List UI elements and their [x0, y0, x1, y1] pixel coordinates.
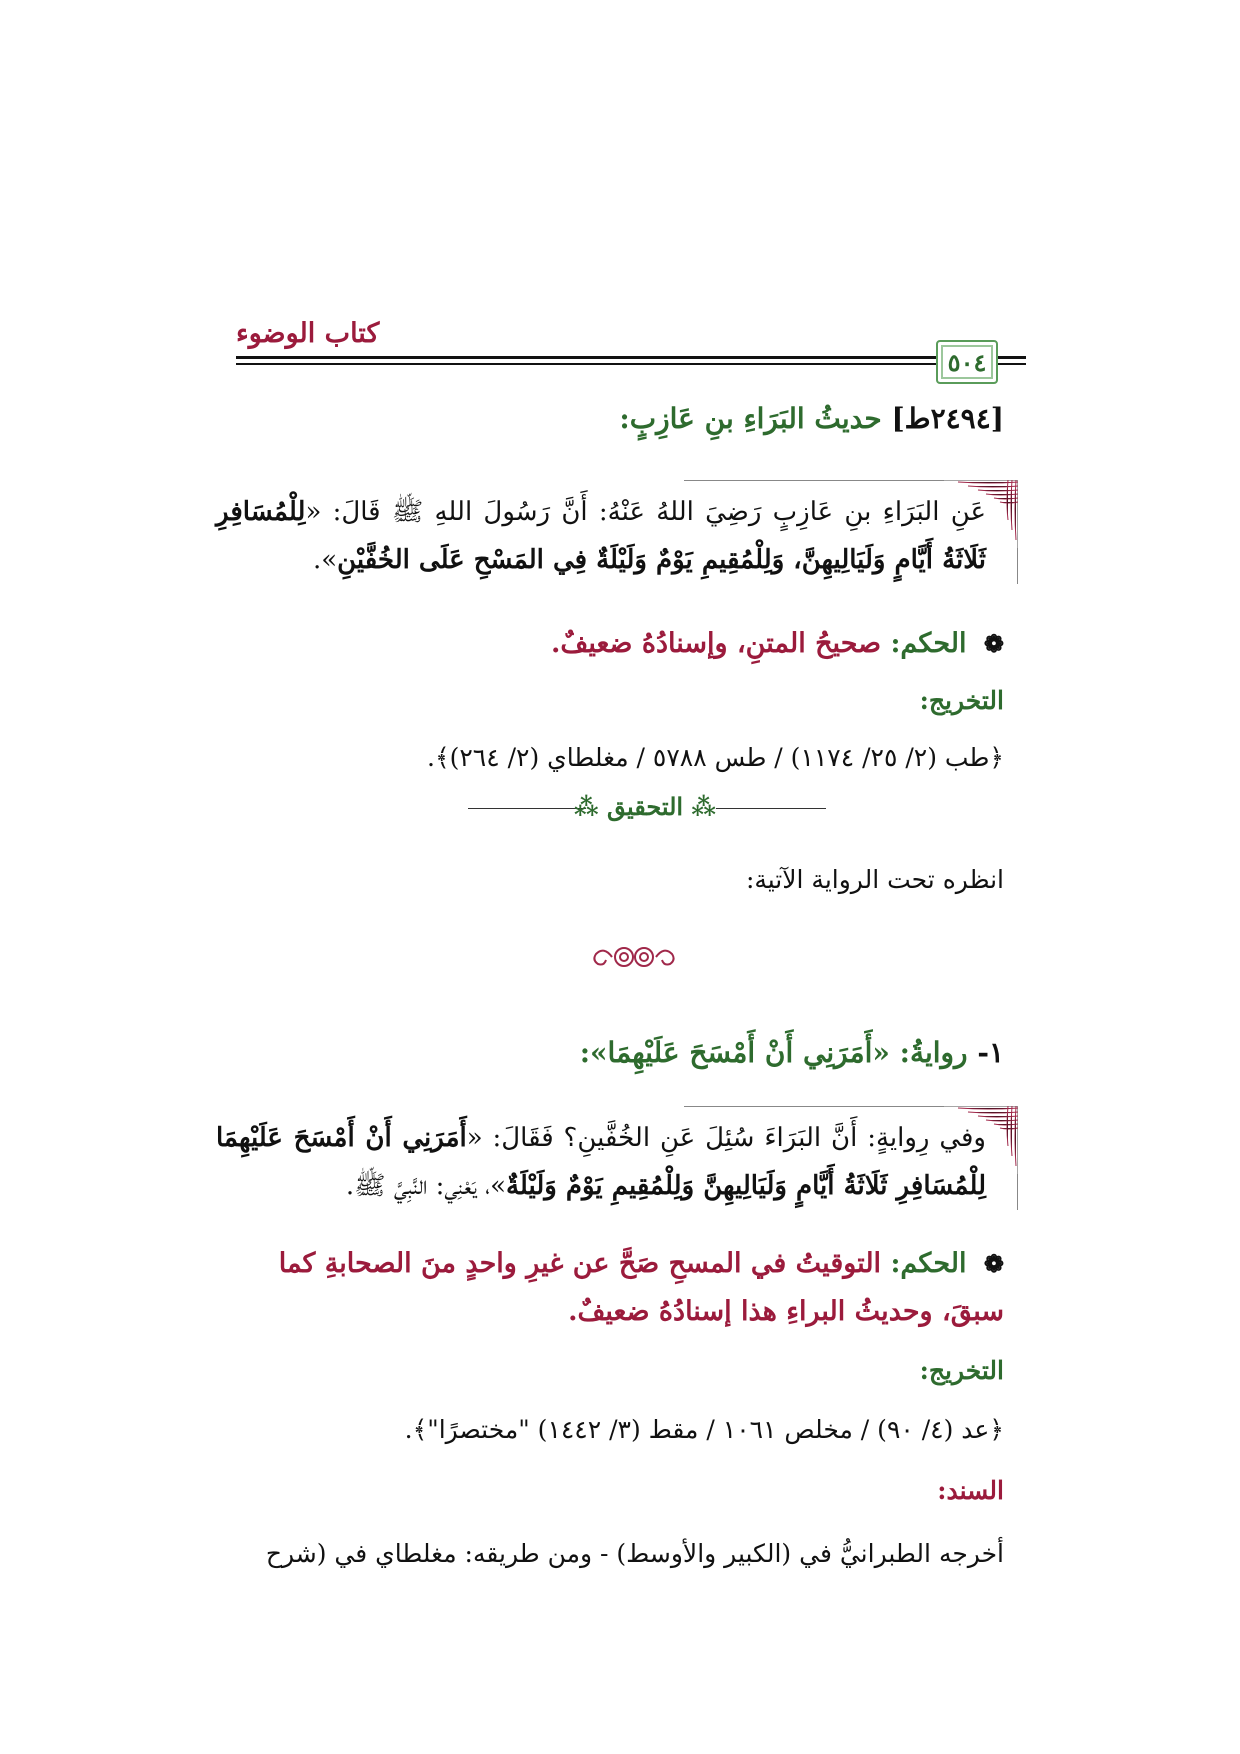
ruling — [234, 1240, 1004, 1336]
section-title — [619, 402, 1004, 435]
ruling-text: التوقيتُ في المسحِ صَحَّ عن غيرِ واحدٍ منَ الصحابةِ كما سبقَ، وحديثُ البراءِ هذا إسنادُهُ ضعيفٌ. — [278, 1248, 1004, 1327]
riwaya-text — [216, 1114, 986, 1210]
tahqiq-divider — [0, 792, 1240, 822]
header-rule — [236, 356, 1026, 366]
subsection-title-text: روايةُ: «أَمَرَنِي أَنْ أَمْسَحَ عَلَيْهِمَا»: — [579, 1036, 968, 1069]
flower-icon: ❁ — [983, 629, 1004, 658]
riwaya-text-box — [216, 1114, 1004, 1210]
takhrij-text: ﴿عد (٤/ ٩٠) / مخلص ١٠٦١ / مقط (٣/ ١٤٤٢) "مختصرًا"﴾. — [404, 1415, 1004, 1444]
flower-ornament-icon — [586, 942, 682, 972]
ruling — [234, 620, 1004, 668]
running-title: كتاب الوضوء — [236, 318, 380, 349]
takhrij-label: التخريج: — [919, 686, 1004, 715]
section-title-text: حديثُ البَرَاءِ بنِ عَازِبٍ: — [619, 402, 882, 435]
tahqiq-label: ⁂ التحقيق ⁂ — [574, 792, 716, 821]
hadith-text-plain: عَنِ البَرَاءِ بنِ عَازِبٍ رَضِيَ اللهُ عَنْهُ: أَنَّ رَسُولَ اللهِ ﷺ قَالَ: « — [305, 497, 986, 527]
takhrij-label: التخريج: — [919, 1356, 1004, 1385]
sanad-label: السند: — [937, 1476, 1004, 1505]
section-number: [٢٤٩٤ط] — [891, 402, 1004, 435]
takhrij-text: ﴿طب (٢/ ٢٥/ ١١٧٤) / طس ٥٧٨٨ / مغلطاي (٢/ ٢٦٤)﴾. — [427, 743, 1004, 772]
ruling-label: الحكم: — [890, 1248, 967, 1279]
flower-icon: ❁ — [983, 1249, 1004, 1278]
hadith-text-bold: لِلْمُسَافِرِ ثَلَاثَةُ أَيَّامٍ وَلَيَالِيهِنَّ، وَلِلْمُقِيمِ يَوْمٌ وَلَيْلَةٌ فِي المَسْحِ عَلَى الخُفَّيْنِ — [216, 497, 986, 575]
corner-ornament-icon — [938, 480, 1018, 550]
subsection-title — [580, 1036, 1004, 1069]
hadith-text — [216, 488, 986, 584]
corner-ornament-icon — [938, 1106, 1018, 1176]
riwaya-text-plain: وفي رِوايةٍ: أَنَّ البَرَاءَ سُئِلَ عَنِ الخُفَّينِ؟ فَقَالَ: « — [466, 1123, 986, 1153]
ruling-text: صحيحُ المتنِ، وإسنادُهُ ضعيفٌ. — [551, 628, 882, 659]
riwaya-text-bold: أَمَرَنِي أَنْ أَمْسَحَ عَلَيْهِمَا لِلْمُسَافِرِ ثَلَاثَةُ أَيَّامٍ وَلَيَالِيهِنَّ وَلِلْمُقِيمِ يَوْمٌ وَلَيْلَةٌ — [216, 1123, 986, 1201]
hadith-text-end: ». — [312, 545, 338, 575]
ruling-label: الحكم: — [890, 628, 967, 659]
subsection-number: ١- — [977, 1036, 1004, 1069]
tahqiq-text: انظره تحت الرواية الآتية: — [745, 865, 1004, 894]
hadith-text-box — [216, 488, 1004, 584]
sanad-text: أخرجه الطبرانيُّ في (الكبير والأوسط) - ومن طريقه: مغلطاي في (شرح — [265, 1539, 1004, 1568]
riwaya-text-end: »، يَعْنِي: النَّبِيَّ ﷺ. — [345, 1171, 506, 1201]
page-number: ٥٠٤ — [936, 340, 998, 384]
